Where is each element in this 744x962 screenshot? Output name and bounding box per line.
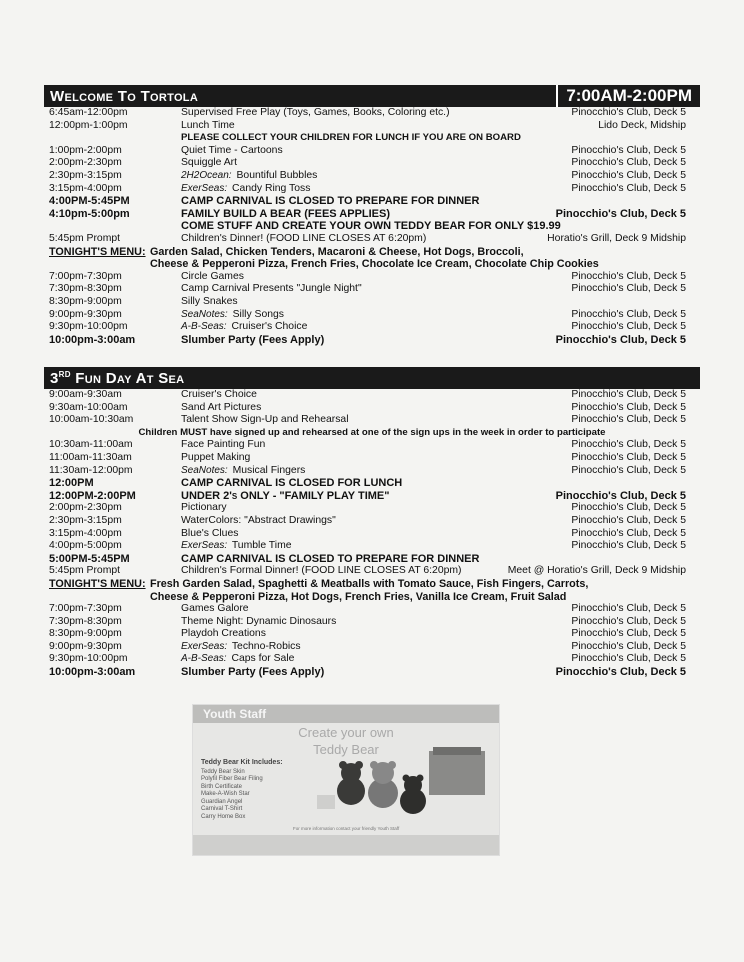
kit-item: Guardian Angel (201, 798, 243, 805)
activity (181, 641, 301, 654)
activity (181, 321, 307, 334)
location: Pinocchio's Club, Deck 5 (571, 144, 686, 156)
activity (181, 183, 310, 196)
activity (181, 628, 266, 641)
menu-text: Cheese & Pepperoni Pizza, French Fries, Chocolate Ice Cream, Chocolate Chip Cookies (150, 258, 599, 271)
activity-icon: A-B-Seas: (181, 653, 227, 665)
menu-text: Garden Salad, Chicken Tenders, Macaroni & Cheese, Hot Dogs, Broccoli, (150, 245, 524, 258)
activity (181, 490, 390, 503)
schedule-row (44, 271, 700, 284)
activity (181, 553, 479, 566)
location: Pinocchio's Club, Deck 5 (571, 439, 686, 451)
location: Pinocchio's Club, Deck 5 (571, 502, 686, 514)
location: Pinocchio's Club, Deck 5 (571, 283, 686, 295)
time-slot: 10:30am-11:00am (49, 439, 133, 451)
ad-header: Youth Staff (193, 705, 499, 723)
location: Pinocchio's Club, Deck 5 (571, 653, 686, 665)
schedule-row (44, 195, 700, 208)
time-slot: 7:30pm-8:30pm (49, 615, 122, 627)
time-slot: 12:00PM-2:00PM (49, 489, 136, 502)
schedule-row (44, 616, 700, 629)
activity (181, 565, 462, 578)
schedule-row (44, 321, 700, 334)
time-slot: 2:30pm-3:15pm (49, 514, 122, 526)
activity-icon: ExerSeas: (181, 182, 228, 194)
time-slot: 10:00pm-3:00am (49, 666, 136, 679)
schedule-row (44, 107, 700, 120)
activity-name: Pictionary (181, 502, 227, 514)
activity (181, 515, 336, 528)
time-slot: 3:15pm-4:00pm (49, 182, 122, 194)
schedule-row (44, 653, 700, 666)
menu-row (44, 578, 700, 591)
activity (181, 439, 265, 452)
time-slot: 2:00pm-2:30pm (49, 157, 122, 169)
activity (181, 540, 292, 553)
activity-name: Silly Songs (232, 308, 284, 320)
activity-icon: ExerSeas: (181, 540, 228, 552)
schedule-row (44, 666, 700, 679)
location: Pinocchio's Club, Deck 5 (571, 640, 686, 652)
schedule-row (44, 283, 700, 296)
location: Pinocchio's Club, Deck 5 (571, 182, 686, 194)
location: Pinocchio's Club, Deck 5 (571, 107, 686, 118)
activity-name: CAMP CARNIVAL IS CLOSED FOR LUNCH (181, 477, 403, 490)
location: Pinocchio's Club, Deck 5 (571, 514, 686, 526)
location: Pinocchio's Club, Deck 5 (555, 489, 686, 502)
schedule-row (44, 628, 700, 641)
time-slot: 12:00PM (49, 477, 94, 490)
activity-name: Playdoh Creations (181, 628, 266, 640)
activity (181, 402, 261, 415)
activity (181, 170, 317, 183)
time-slot: 8:30pm-9:00pm (49, 628, 122, 640)
location: Pinocchio's Club, Deck 5 (571, 527, 686, 539)
activity-name: Puppet Making (181, 451, 251, 463)
ad-bottom-bar (193, 835, 499, 855)
location: Pinocchio's Club, Deck 5 (571, 401, 686, 413)
activity-name: Sand Art Pictures (181, 401, 262, 413)
time-slot: 4:10pm-5:00pm (49, 207, 130, 220)
activity (181, 107, 450, 120)
schedule-row (44, 452, 700, 465)
time-slot: 10:00pm-3:00am (49, 333, 136, 346)
time-slot: 2:30pm-3:15pm (49, 169, 122, 181)
schedule-row (44, 565, 700, 578)
activity-name: Camp Carnival Presents "Jungle Night" (181, 283, 362, 295)
schedule-row (44, 402, 700, 415)
schedule-row (44, 528, 700, 541)
time-slot: 2:00pm-2:30pm (49, 502, 122, 514)
ad-footnote: For more information contact your friendly Youth Staff (293, 826, 400, 831)
activity (181, 283, 362, 296)
time-slot: 9:30pm-10:00pm (49, 321, 128, 333)
schedule-row (44, 553, 700, 566)
activity-icon: A-B-Seas: (181, 321, 227, 333)
schedule-row (44, 439, 700, 452)
signup-note: Children MUST have signed up and rehearsed at one of the sign ups in the week in order to participate (138, 426, 606, 438)
time-slot: 5:45pm Prompt (49, 565, 121, 577)
notice-text: PLEASE COLLECT YOUR CHILDREN FOR LUNCH IF YOU ARE ON BOARD (181, 132, 521, 144)
activity-icon: ExerSeas: (181, 640, 228, 652)
time-slot: 12:00pm-1:00pm (49, 119, 128, 131)
activity-name: WaterColors: "Abstract Drawings" (181, 514, 336, 526)
activity-name: Techno-Robics (231, 640, 301, 652)
teddy-bear-ad (192, 704, 500, 856)
location: Pinocchio's Club, Deck 5 (555, 207, 686, 220)
time-slot: 5:00PM-5:45PM (49, 552, 130, 565)
time-slot: 11:30am-12:00pm (49, 464, 133, 476)
location: Pinocchio's Club, Deck 5 (571, 308, 686, 320)
activity-name: CAMP CARNIVAL IS CLOSED TO PREPARE FOR DINNER (181, 552, 480, 565)
schedule-row (44, 170, 700, 183)
activity (181, 145, 283, 158)
schedule-row (44, 427, 700, 440)
activity-name: Candy Ring Toss (232, 182, 311, 194)
schedule-row (44, 540, 700, 553)
activity-icon: 2H2Ocean: (181, 169, 232, 181)
kit-item: Teddy Bear Skin (201, 768, 245, 775)
activity-name: Children's Dinner! (FOOD LINE CLOSES AT 6:20pm) (181, 232, 427, 244)
activity (181, 477, 402, 490)
activity (181, 666, 324, 679)
activity (181, 120, 235, 133)
activity-name: Cruiser's Choice (181, 389, 257, 400)
location: Pinocchio's Club, Deck 5 (555, 666, 686, 679)
activity (181, 653, 294, 666)
schedule-row (44, 334, 700, 347)
schedule-row (44, 309, 700, 322)
location: Pinocchio's Club, Deck 5 (571, 321, 686, 333)
time-slot: 4:00PM-5:45PM (49, 195, 130, 208)
activity (181, 296, 238, 309)
location: Pinocchio's Club, Deck 5 (571, 603, 686, 615)
time-slot: 9:30pm-10:00pm (49, 653, 128, 665)
activity-name: COME STUFF AND CREATE YOUR OWN TEDDY BEAR FOR ONLY $19.99 (181, 220, 561, 233)
activity (181, 208, 390, 221)
teddy-bears-image (311, 743, 491, 833)
activity-name: Lunch Time (181, 119, 235, 131)
time-slot: 10:00am-10:30am (49, 414, 134, 426)
activity-name: FAMILY BUILD A BEAR (FEES APPLIES) (181, 207, 391, 220)
teddy-bear-icon (337, 761, 365, 805)
schedule-row (44, 145, 700, 158)
schedule-row (44, 490, 700, 503)
time-slot: 6:45am-12:00pm (49, 107, 128, 118)
activity-name: Children's Formal Dinner! (FOOD LINE CLOSES AT 6:20pm) (181, 565, 462, 577)
activity-name: Slumber Party (Fees Apply) (181, 333, 325, 346)
activity (181, 233, 426, 246)
activity-name: Musical Fingers (232, 464, 306, 476)
time-slot: 9:00am-9:30am (49, 389, 122, 400)
location: Horatio's Grill, Deck 9 Midship (547, 232, 686, 244)
schedule-row (44, 233, 700, 246)
time-slot: 9:00pm-9:30pm (49, 640, 122, 652)
menu-row (44, 258, 700, 271)
location: Pinocchio's Club, Deck 5 (571, 615, 686, 627)
schedule-row (44, 132, 700, 145)
activity-name: Slumber Party (Fees Apply) (181, 666, 325, 679)
activity-name: Blue's Clues (181, 527, 239, 539)
section-title: Welcome To Tortola (50, 87, 199, 105)
schedule-row (44, 502, 700, 515)
kit-item: Make-A-Wish Star (201, 791, 250, 797)
teddy-bear-icon (368, 761, 398, 808)
menu-label: TONIGHT'S MENU: (49, 245, 146, 258)
schedule-row (44, 183, 700, 196)
activity-name: Supervised Free Play (Toys, Games, Books, Coloring etc.) (181, 107, 450, 118)
schedule-row (44, 296, 700, 309)
activity (181, 271, 244, 284)
activity-name: Games Galore (181, 603, 249, 615)
ad-title-line2: Teddy Bear (313, 742, 379, 757)
time-slot: 7:00pm-7:30pm (49, 270, 122, 282)
activity (181, 528, 238, 541)
activity (181, 502, 227, 515)
schedule-row (44, 414, 700, 427)
location: Pinocchio's Club, Deck 5 (571, 540, 686, 552)
kit-item: Carnival T-Shirt (201, 806, 243, 812)
menu-text: Fresh Garden Salad, Spaghetti & Meatballs with Tomato Sauce, Fish Fingers, Carrots, (150, 577, 589, 590)
time-slot: 3:15pm-4:00pm (49, 527, 122, 539)
location: Meet @ Horatio's Grill, Deck 9 Midship (507, 565, 686, 577)
kit-list (201, 759, 283, 821)
activity (181, 220, 561, 233)
schedule-row (44, 120, 700, 133)
section-title: 3RD Fun Day At Sea (50, 369, 185, 387)
activity (181, 389, 257, 402)
location: Pinocchio's Club, Deck 5 (571, 628, 686, 640)
kit-item: Birth Certificate (201, 783, 243, 790)
activity (181, 465, 305, 478)
schedule-row (44, 515, 700, 528)
activity-name: Cruiser's Choice (231, 321, 308, 333)
time-slot: 9:00pm-9:30pm (49, 308, 122, 320)
activity (181, 195, 479, 208)
activity-name: Theme Night: Dynamic Dinosaurs (181, 615, 337, 627)
time-slot: 7:30pm-8:30pm (49, 283, 122, 295)
ad-title-line1: Create your own (298, 725, 394, 740)
time-slot: 9:30am-10:00am (49, 401, 128, 413)
section-banner (44, 85, 700, 107)
kit-item: Carry Home Box (201, 813, 246, 820)
activity (181, 616, 336, 629)
activity-icon: SeaNotes: (181, 308, 228, 320)
schedule-row (44, 477, 700, 490)
schedule-rows (44, 389, 700, 679)
kit-box-icon (429, 751, 485, 795)
time-slot: 4:00pm-5:00pm (49, 540, 122, 552)
menu-label: TONIGHT'S MENU: (49, 577, 146, 590)
activity-name: Caps for Sale (231, 653, 295, 665)
time-slot: 1:00pm-2:00pm (49, 144, 122, 156)
location: Pinocchio's Club, Deck 5 (571, 451, 686, 463)
activity-name: Quiet Time - Cartoons (181, 144, 283, 156)
schedule-row (44, 465, 700, 478)
activity (181, 452, 250, 465)
time-slot: 5:45pm Prompt (49, 232, 121, 244)
location: Pinocchio's Club, Deck 5 (571, 157, 686, 169)
schedule-row (44, 603, 700, 616)
activity (181, 309, 284, 322)
schedule-row (44, 220, 700, 233)
activity-name: Face Painting Fun (181, 439, 266, 451)
menu-text: Cheese & Pepperoni Pizza, Hot Dogs, French Fries, Vanilla Ice Cream, Fruit Salad (150, 590, 567, 603)
section-banner (44, 367, 700, 389)
schedule-row (44, 208, 700, 221)
fun-day-at-sea-section (44, 367, 700, 679)
activity-name: Squiggle Art (181, 157, 238, 169)
location: Pinocchio's Club, Deck 5 (571, 464, 686, 476)
schedule-row (44, 389, 700, 402)
activity-icon: SeaNotes: (181, 464, 228, 476)
activity-name: Talent Show Sign-Up and Rehearsal (181, 414, 349, 426)
teddy-bear-icon (400, 775, 426, 815)
location: Pinocchio's Club, Deck 5 (555, 333, 686, 346)
section-time: 7:00AM-2:00PM (556, 85, 700, 107)
menu-row (44, 246, 700, 259)
activity-name: Tumble Time (231, 540, 292, 552)
location: Pinocchio's Club, Deck 5 (571, 169, 686, 181)
activity-name: UNDER 2's ONLY - "FAMILY PLAY TIME" (181, 489, 390, 502)
activity (181, 414, 349, 427)
activity-name: Bountiful Bubbles (236, 169, 318, 181)
location: Pinocchio's Club, Deck 5 (571, 270, 686, 282)
time-slot: 7:00pm-7:30pm (49, 603, 122, 615)
menu-row (44, 591, 700, 604)
activity-name: Circle Games (181, 270, 244, 282)
location: Pinocchio's Club, Deck 5 (571, 389, 686, 400)
kit-item: Polyfil Fiber Bear Filing (201, 776, 263, 782)
schedule-rows (44, 107, 700, 346)
activity (181, 603, 249, 616)
welcome-tortola-section (44, 85, 700, 346)
activity (181, 334, 324, 347)
schedule-row (44, 641, 700, 654)
schedule-row (44, 157, 700, 170)
location: Pinocchio's Club, Deck 5 (571, 414, 686, 426)
kit-title: Teddy Bear Kit Includes: (201, 759, 283, 766)
activity (181, 157, 237, 170)
activity-name: CAMP CARNIVAL IS CLOSED TO PREPARE FOR DINNER (181, 195, 480, 208)
location: Lido Deck, Midship (598, 119, 686, 131)
time-slot: 8:30pm-9:00pm (49, 295, 122, 307)
time-slot: 11:00am-11:30am (49, 451, 132, 463)
activity-name: Silly Snakes (181, 295, 238, 307)
